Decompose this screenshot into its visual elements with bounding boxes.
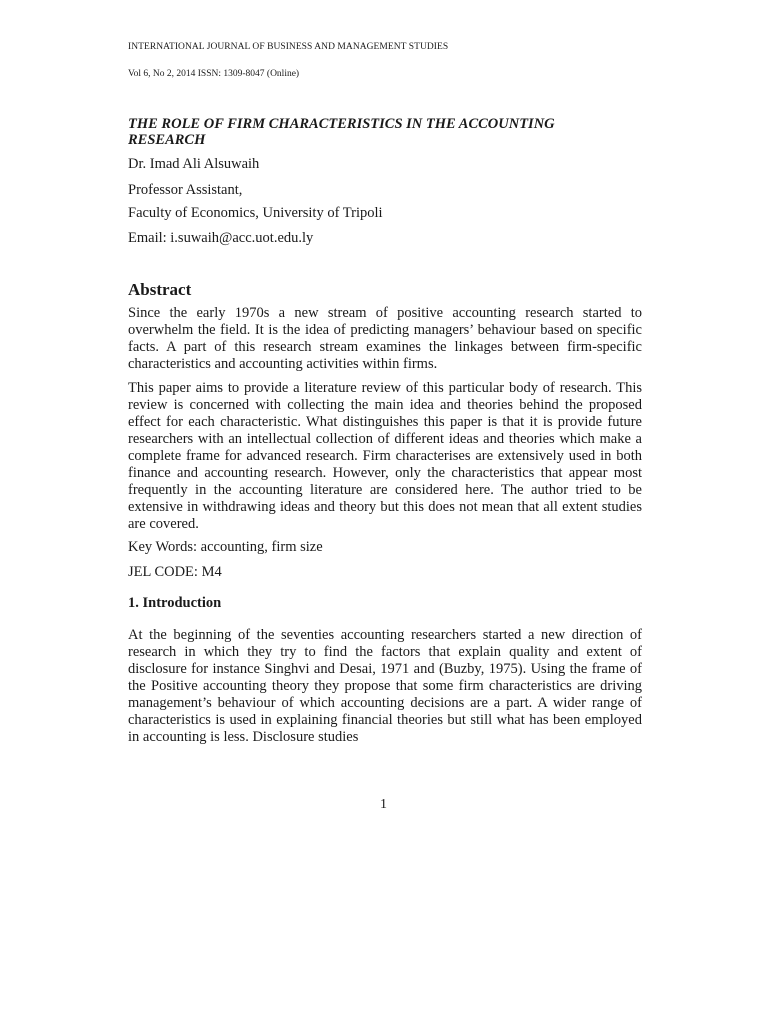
introduction-heading: 1. Introduction <box>128 595 222 611</box>
journal-name: INTERNATIONAL JOURNAL OF BUSINESS AND MANAGEMENT STUDIES <box>128 42 449 52</box>
jel-code: JEL CODE: M4 <box>128 564 222 580</box>
page-number: 1 <box>380 797 387 812</box>
author-affiliation: Faculty of Economics, University of Tripoli <box>128 205 383 221</box>
volume-issn: Vol 6, No 2, 2014 ISSN: 1309-8047 (Online) <box>128 69 300 79</box>
abstract-heading: Abstract <box>128 280 192 299</box>
keywords: Key Words: accounting, firm size <box>128 539 323 555</box>
abstract-paragraph: This paper aims to provide a literature review of this particular body of research. This review is concerned with collecting the main idea and theories behind the proposed effect for each characteristic. What distinguishes this paper is that it is provide future researchers with an intellectual collection of different ideas and theories which make a complete frame for advanced research. Firm characterises are extensively used in both finance and accounting research. However, only the characteristics that appear most frequently in the accounting literature are considered here. The author tried to be extensive in withdrawing ideas and theory but this does not mean that all extent studies are covered. <box>128 380 642 532</box>
introduction-paragraph: At the beginning of the seventies accounting researchers started a new direction of research in which they try to find the factors that explain quality and extent of disclosure for instance Singhvi and Desai, 1971 and (Buzby, 1975). Using the frame of the Positive accounting theory they propose that some firm characteristics are driving management’s behaviour of which accounting decisions are a part. A wider range of characteristics is used in explaining financial theories but still what has been employed in accounting is less. Disclosure studies <box>128 627 642 745</box>
author-name: Dr. Imad Ali Alsuwaih <box>128 156 260 172</box>
author-position: Professor Assistant, <box>128 182 243 198</box>
paper-title: THE ROLE OF FIRM CHARACTERISTICS IN THE ACCOUNTING RESEARCH <box>128 116 555 148</box>
author-email: Email: i.suwaih@acc.uot.edu.ly <box>128 230 314 246</box>
abstract-paragraph: Since the early 1970s a new stream of positive accounting research started to overwhelm the field. It is the idea of predicting managers’ behaviour based on specific facts. A part of this research stream examines the linkages between firm-specific characteristics and accounting activities within firms. <box>128 305 642 372</box>
